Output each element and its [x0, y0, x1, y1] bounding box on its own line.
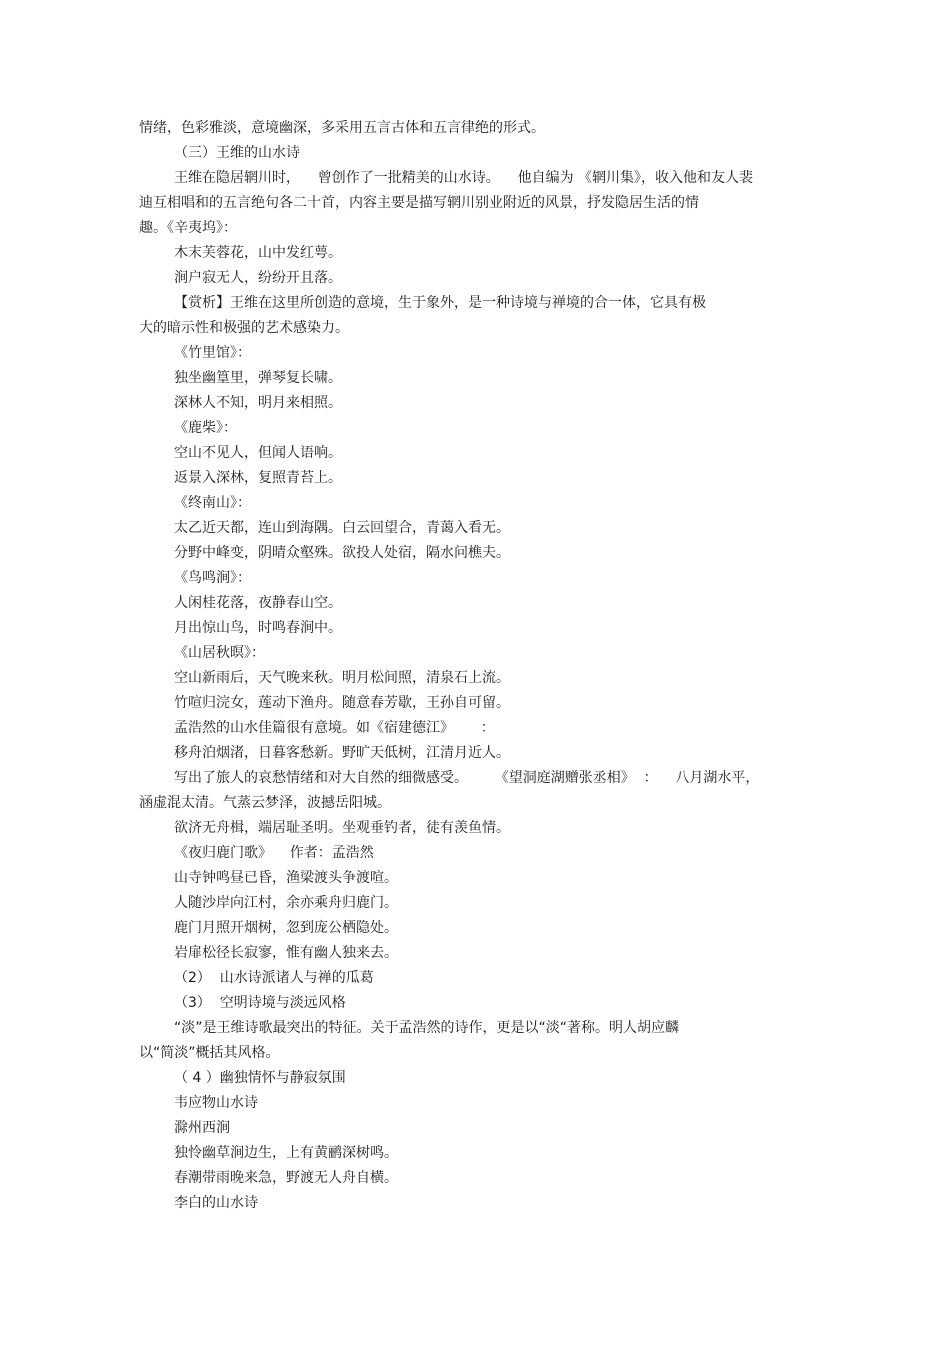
poem-line: 人闲桂花落，夜静春山空。 — [174, 595, 342, 611]
poem-title: 《山居秋暝》： — [174, 645, 265, 661]
poem-line: 竹喧归浣女，莲动下渔舟。随意春芳歇，王孙自可留。 — [174, 695, 510, 711]
poem-title: 滁州西涧 — [174, 1120, 230, 1136]
poem-line: 人随沙岸向江村，余亦乘舟归鹿门。 — [174, 895, 398, 911]
text-line: 王维在隐居辋川时， 曾创作了一批精美的山水诗。 他自编为 《辋川集》，收入他和友人裴 — [174, 170, 754, 186]
poem-line: 独怜幽草涧边生，上有黄鹂深树鸣。 — [174, 1145, 398, 1161]
text-line: “淡”是王维诗歌最突出的特征。关于孟浩然的诗作，更是以“淡“著称。明人胡应麟 — [174, 1020, 680, 1036]
poem-line: 欲济无舟楫，端居耻圣明。坐观垂钓者，徒有羡鱼情。 — [174, 820, 510, 836]
poem-line: 涧户寂无人，纷纷开且落。 — [174, 270, 342, 286]
text-line: 孟浩然的山水佳篇很有意境。如《宿建德江》 ： — [174, 720, 495, 736]
text-line: 韦应物山水诗 — [174, 1095, 258, 1111]
text-line: 大的暗示性和极强的艺术感染力。 — [139, 320, 349, 336]
poem-line: 山寺钟鸣昼已昏，渔梁渡头争渡喧。 — [174, 870, 398, 886]
text-line: 迪互相唱和的五言绝句各二十首，内容主要是描写辋川别业附近的风景，抒发隐居生活的情 — [139, 195, 699, 211]
poem-title: 《竹里馆》： — [174, 345, 251, 361]
poem-line: 深林人不知，明月来相照。 — [174, 395, 342, 411]
poem-line: 空山新雨后，天气晚来秋。明月松间照，清泉石上流。 — [174, 670, 510, 686]
poem-title: 《终南山》： — [174, 495, 251, 511]
text-line: 【赏析】王维在这里所创造的意境，生于象外，是一种诗境与禅境的合一体，它具有极 — [174, 295, 706, 311]
text-line: 涵虚混太清。气蒸云梦泽，波撼岳阳城。 — [139, 795, 391, 811]
text-line: 写出了旅人的哀愁情绪和对大自然的细微感受。 《望洞庭湖赠张丞相》 ： 八月湖水平， — [174, 770, 760, 786]
section-heading: （ 4 ）幽独情怀与静寂氛围 — [174, 1070, 346, 1086]
poem-line: 春潮带雨晚来急，野渡无人舟自横。 — [174, 1170, 398, 1186]
poem-line: 分野中峰变，阴晴众壑殊。欲投人处宿，隔水问樵夫。 — [174, 545, 510, 561]
section-heading: （三）王维的山水诗 — [174, 145, 300, 161]
text-line: 情绪，色彩雅淡，意境幽深，多采用五言古体和五言律绝的形式。 — [139, 120, 545, 136]
poem-title: 《夜归鹿门歌》 作者：孟浩然 — [174, 845, 374, 861]
section-heading: （3） 空明诗境与淡远风格 — [174, 995, 346, 1011]
text-line: 以“简淡”概括其风格。 — [139, 1045, 280, 1061]
section-heading: （2） 山水诗派诸人与禅的瓜葛 — [174, 970, 374, 986]
poem-line: 独坐幽篁里，弹琴复长啸。 — [174, 370, 342, 386]
poem-line: 岩扉松径长寂寥，惟有幽人独来去。 — [174, 945, 398, 961]
poem-line: 月出惊山鸟，时鸣春涧中。 — [174, 620, 342, 636]
poem-line: 太乙近天都，连山到海隅。白云回望合，青蔼入看无。 — [174, 520, 510, 536]
poem-title: 《鸟鸣涧》： — [174, 570, 251, 586]
text-line: 趣。《辛夷坞》： — [139, 220, 237, 236]
poem-line: 鹿门月照开烟树，忽到庞公栖隐处。 — [174, 920, 398, 936]
poem-line: 木末芙蓉花，山中发红萼。 — [174, 245, 342, 261]
text-line: 李白的山水诗 — [174, 1195, 258, 1211]
poem-line: 返景入深林，复照青苔上。 — [174, 470, 342, 486]
poem-line: 空山不见人，但闻人语响。 — [174, 445, 342, 461]
poem-title: 《鹿柴》： — [174, 420, 237, 436]
poem-line: 移舟泊烟渚，日暮客愁新。野旷天低树，江清月近人。 — [174, 745, 510, 761]
